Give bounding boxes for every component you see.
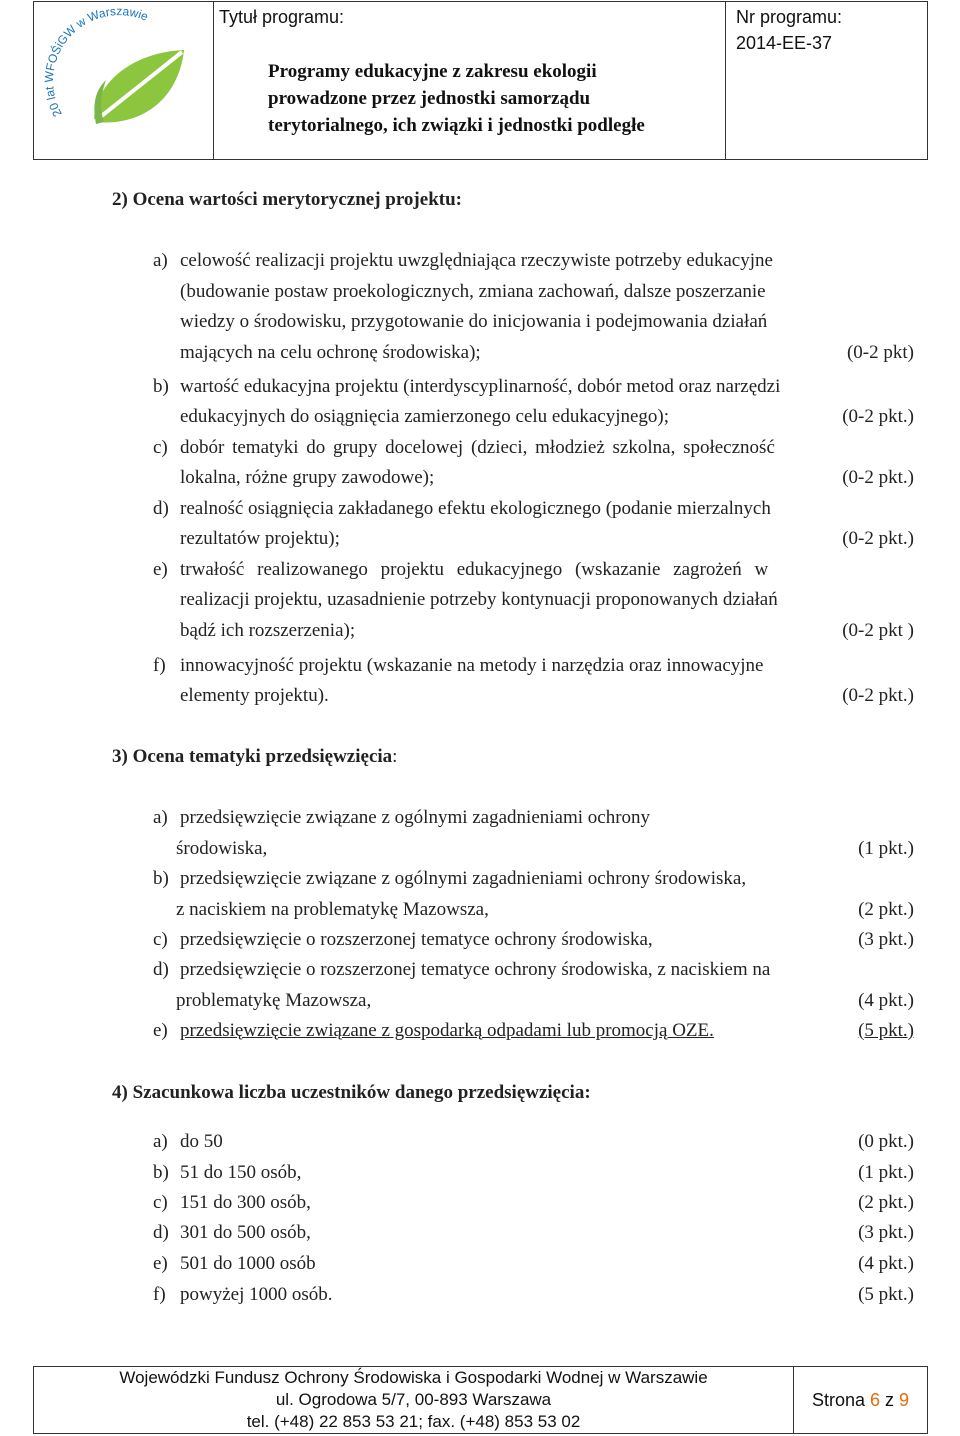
item-line: trwałość realizowanego projektu edukacyjnego (wskazanie zagrożeń w — [180, 559, 769, 580]
logo-cell — [34, 2, 214, 159]
item-line: środowiska, — [176, 838, 268, 859]
item-line: problematykę Mazowsza, — [176, 990, 372, 1011]
item-line: do 50 — [180, 1131, 223, 1152]
item-line: przedsięwzięcie o rozszerzonej tematyce ochrony środowiska, — [180, 929, 653, 950]
item-points: (2 pkt.) — [858, 1192, 914, 1213]
page-number — [794, 1367, 927, 1433]
wfosigw-logo — [34, 2, 214, 159]
item-line: przedsięwzięcie związane z gospodarką odpadami lub promocją OZE. — [180, 1020, 714, 1041]
program-title-line: prowadzone przez jednostki samorządu — [268, 88, 591, 109]
section-4-heading: 4) Szacunkowa liczba uczestników danego przedsięwzięcia: — [112, 1082, 591, 1103]
item-points: (4 pkt.) — [858, 1253, 914, 1274]
item-points: (0-2 pkt.) — [842, 406, 914, 427]
item-line: innowacyjność projektu (wskazanie na metody i narzędzia oraz innowacyjne — [180, 655, 764, 676]
item-marker: c) — [153, 929, 168, 950]
item-line: dobór tematyki do grupy docelowej (dzieci, młodzież szkolna, społeczność — [180, 437, 775, 458]
item-marker: e) — [153, 1253, 168, 1274]
item-points: (3 pkt.) — [858, 929, 914, 950]
item-line: (budowanie postaw proekologicznych, zmiana zachowań, dalsze poszerzanie — [180, 281, 766, 302]
item-points: (1 pkt.) — [858, 838, 914, 859]
item-line: przedsięwzięcie związane z ogólnymi zagadnieniami ochrony — [180, 807, 651, 828]
item-line: elementy projektu). — [180, 685, 329, 706]
footer-line: Wojewódzki Fundusz Ochrony Środowiska i Gospodarki Wodnej w Warszawie — [119, 1368, 708, 1387]
item-line: 501 do 1000 osób — [180, 1253, 316, 1274]
item-points: (0-2 pkt.) — [842, 685, 914, 706]
section-2-heading: 2) Ocena wartości merytorycznej projektu: — [112, 189, 462, 210]
page-separator: z — [880, 1389, 900, 1410]
item-line: realizacji projektu, uzasadnienie potrzeby kontynuacji proponowanych działań — [180, 589, 778, 610]
item-points: (1 pkt.) — [858, 1162, 914, 1183]
item-marker: d) — [153, 498, 169, 519]
item-line: przedsięwzięcie o rozszerzonej tematyce ochrony środowiska, z naciskiem na — [180, 959, 771, 980]
item-marker: f) — [153, 1284, 166, 1305]
item-marker: b) — [153, 868, 169, 889]
item-points: (0-2 pkt.) — [842, 467, 914, 488]
item-points: (0-2 pkt ) — [842, 620, 914, 641]
program-number-label: Nr programu: — [736, 7, 843, 27]
item-points: (2 pkt.) — [858, 899, 914, 920]
logo-text: 20 lat WFOŚiGW w Warszawie — [41, 4, 151, 120]
page-total: 9 — [899, 1389, 910, 1410]
program-number: 2014-EE-37 — [736, 33, 833, 53]
page-prefix: Strona — [811, 1389, 870, 1410]
program-title-cell — [214, 2, 726, 159]
item-marker: a) — [153, 1131, 168, 1152]
item-line: wiedzy o środowisku, przygotowanie do inicjowania i podejmowania działań — [180, 311, 768, 332]
item-points: (4 pkt.) — [858, 990, 914, 1011]
item-line: powyżej 1000 osób. — [180, 1284, 333, 1305]
footer-address — [34, 1367, 794, 1433]
item-line: rezultatów projektu); — [180, 528, 340, 549]
document-header — [33, 1, 928, 160]
item-marker: b) — [153, 1162, 169, 1183]
item-marker: b) — [153, 376, 169, 397]
item-line: z naciskiem na problematykę Mazowsza, — [176, 899, 489, 920]
item-line: edukacyjnych do osiągnięcia zamierzonego celu edukacyjnego); — [180, 406, 670, 427]
item-marker: a) — [153, 807, 168, 828]
item-line: bądź ich rozszerzenia); — [180, 620, 356, 641]
item-line: mających na celu ochronę środowiska); — [180, 342, 481, 363]
program-title-label: Tytuł programu: — [219, 7, 345, 27]
program-title — [268, 58, 645, 139]
item-line: wartość edukacyjna projektu (interdyscyplinarność, dobór metod oraz narzędzi — [180, 376, 781, 397]
item-points: (0-2 pkt) — [846, 342, 914, 363]
item-marker: d) — [153, 1222, 169, 1243]
item-line: 301 do 500 osób, — [180, 1222, 311, 1243]
program-title-line: Programy edukacyjne z zakresu ekologii — [268, 61, 597, 82]
page-current: 6 — [870, 1389, 881, 1410]
item-line: lokalna, różne grupy zawodowe); — [180, 467, 435, 488]
item-marker: a) — [153, 250, 168, 271]
item-points: (3 pkt.) — [858, 1222, 914, 1243]
item-line: celowość realizacji projektu uwzględniająca rzeczywiste potrzeby edukacyjne — [180, 250, 773, 271]
item-marker: c) — [153, 1192, 168, 1213]
item-line: 51 do 150 osób, — [180, 1162, 302, 1183]
footer-line: tel. (+48) 22 853 53 21; fax. (+48) 853 53 02 — [246, 1412, 581, 1431]
item-marker: d) — [153, 959, 169, 980]
item-points: (5 pkt.) — [858, 1284, 914, 1305]
item-points: (0-2 pkt.) — [842, 528, 914, 549]
section-3-heading — [112, 746, 397, 768]
item-points: (5 pkt.) — [858, 1020, 914, 1041]
item-marker: e) — [153, 1020, 168, 1041]
document-footer — [33, 1366, 928, 1434]
item-line: 151 do 300 osób, — [180, 1192, 311, 1213]
program-number-cell — [726, 2, 927, 159]
item-marker: f) — [153, 655, 166, 676]
item-marker: e) — [153, 559, 168, 580]
section-3-heading-text: 3) Ocena tematyki przedsięwzięcia — [112, 746, 393, 767]
item-line: przedsięwzięcie związane z ogólnymi zagadnieniami ochrony środowiska, — [180, 868, 747, 889]
footer-line: ul. Ogrodowa 5/7, 00-893 Warszawa — [275, 1390, 552, 1409]
item-marker: c) — [153, 437, 168, 458]
item-line: realność osiągnięcia zakładanego efektu ekologicznego (podanie mierzalnych — [180, 498, 771, 519]
section-3-heading-colon: : — [392, 746, 398, 767]
item-points: (0 pkt.) — [858, 1131, 914, 1152]
program-title-line: terytorialnego, ich związki i jednostki podległe — [268, 115, 645, 136]
